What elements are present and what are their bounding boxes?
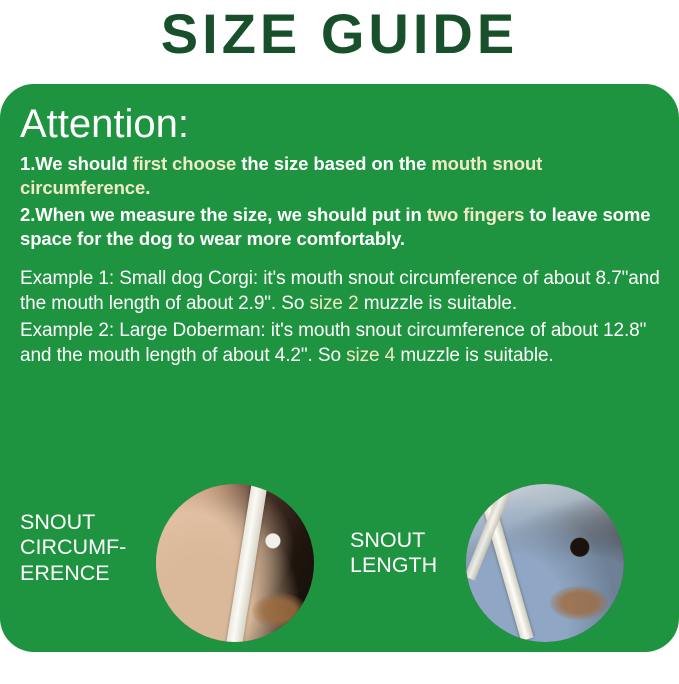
snout-length-block xyxy=(348,484,661,644)
snout-circumference-block xyxy=(18,484,338,644)
rule-text-part: to leave some space for the dog to wear more comfortably. xyxy=(20,203,651,250)
rule-text-part: We should xyxy=(35,153,133,174)
example-size-highlight: size 2 xyxy=(309,293,359,315)
rule-item xyxy=(20,152,661,201)
caption-line: ERENCE xyxy=(20,560,110,585)
example-text-part: Example 2: Large Doberman: it's mouth snout circumference of about 12.8" and the mouth length of about 4.2". So xyxy=(20,319,647,366)
example-text-part: muzzle is suitable. xyxy=(395,344,554,366)
photo-row xyxy=(18,484,661,644)
example-text-part: muzzle is suitable. xyxy=(358,293,518,315)
caption-line: SNOUT xyxy=(20,510,96,534)
example-item xyxy=(20,318,661,369)
rule-text-part: the size based on the xyxy=(236,153,432,174)
examples-list xyxy=(20,266,661,369)
rule-number: 2. xyxy=(20,203,36,225)
rules-list xyxy=(20,152,661,252)
caption-line: LENGTH xyxy=(350,553,438,578)
attention-card xyxy=(0,84,679,652)
dog-snout-length-photo xyxy=(466,484,624,642)
snout-length-caption xyxy=(350,528,480,579)
snout-circumference-caption xyxy=(20,510,150,586)
rule-text-part-highlight: two fingers xyxy=(426,203,525,225)
rule-text-part-highlight: first choose xyxy=(132,153,237,174)
rule-text-part: When we measure the size, we should put in xyxy=(35,203,427,225)
photo-detail xyxy=(252,593,308,629)
caption-line: SNOUT xyxy=(350,528,426,552)
page-title: SIZE GUIDE xyxy=(160,2,519,65)
photo-detail xyxy=(550,586,608,620)
example-size-highlight: size 4 xyxy=(346,344,396,366)
example-text-part: Example 1: Small dog Corgi: it's mouth snout circumference of about 8.7"and the mouth length of about 2.9". So xyxy=(20,267,660,315)
rule-number: 1. xyxy=(20,153,36,174)
rule-text-part-highlight: mouth snout circumference xyxy=(20,153,543,199)
caption-line: CIRCUMF- xyxy=(20,535,127,560)
rule-item xyxy=(20,203,661,252)
example-item xyxy=(20,266,661,317)
rule-text-part: . xyxy=(145,177,151,199)
dog-snout-circumference-photo xyxy=(156,484,314,642)
attention-heading: Attention: xyxy=(20,102,190,146)
